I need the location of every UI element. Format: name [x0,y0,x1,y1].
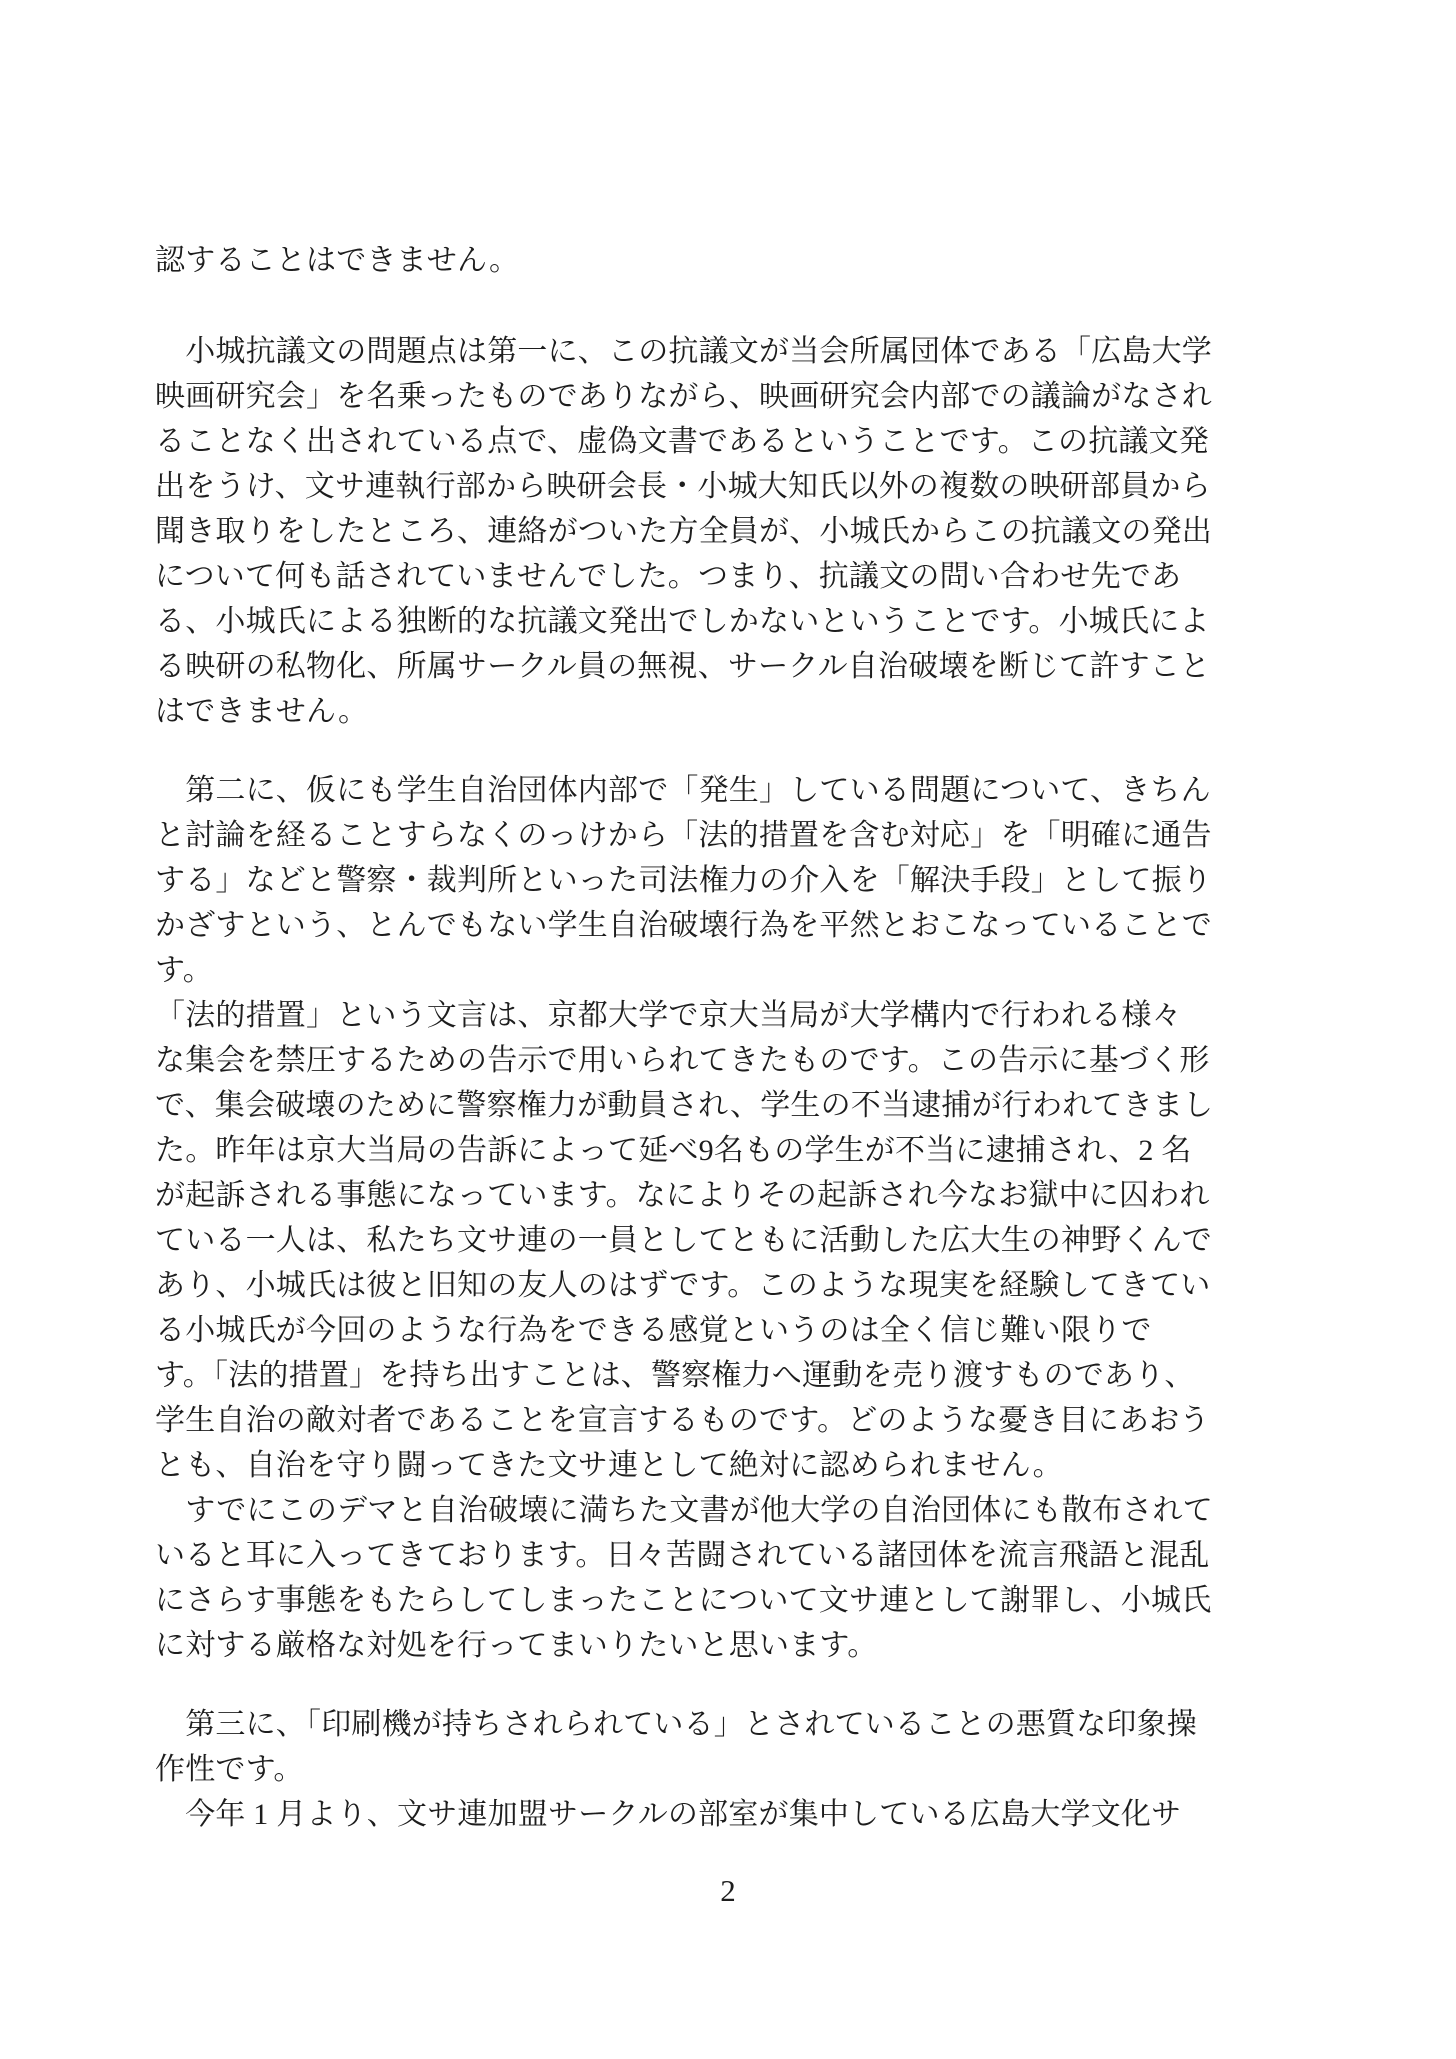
text-line: 映画研究会」を名乗ったものでありながら、映画研究会内部での議論がなされ [155,380,1212,413]
text-line: 今年 1 月より、文サ連加盟サークルの部室が集中している広島大学文化サ [155,1798,1182,1831]
text-line: あり、小城氏は彼と旧知の友人のはずです。このような現実を経験してきてい [155,1269,1211,1302]
text-line: 認することはできません。 [155,244,520,277]
text-line: で、集会破壊のために警察権力が動員され、学生の不当逮捕が行われてきまし [155,1089,1214,1122]
text-line: る小城氏が今回のような行為をできる感覚というのは全く信じ難い限りで [155,1314,1152,1347]
text-line: 「法的措置」という文言は、京都大学で京大当局が大学構内で行われる様々 [155,999,1182,1032]
text-line: 聞き取りをしたところ、連絡がついた方全員が、小城氏からこの抗議文の発出 [155,515,1212,548]
text-line: す。「法的措置」を持ち出すことは、警察権力へ運動を売り渡すものであり、 [155,1359,1195,1392]
text-line: にさらす事態をもたらしてしまったことについて文サ連として謝罪し、小城氏 [155,1584,1212,1617]
paragraph-printer [155,1792,1265,1837]
text-line: る映研の私物化、所属サークル員の無視、サークル自治破壊を断じて許すこと [155,650,1211,683]
text-line: に対する厳格な対処を行ってまいりたいと思います。 [155,1629,878,1662]
paragraph-apology [155,1488,1265,1668]
text-line: すでにこのデマと自治破壊に満ちた文書が他大学の自治団体にも散布されて [155,1494,1213,1527]
text-line: はできません。 [155,695,369,728]
page-number: 2 [720,1873,736,1908]
text-line: 作性です。 [155,1753,304,1786]
text-line: な集会を禁圧するための告示で用いられてきたものです。この告示に基づく形 [155,1044,1210,1077]
text-line: す。 [155,954,213,987]
document-body [155,238,1265,1837]
text-line: する」などと警察・裁判所といった司法権力の介入を「解決手段」として振り [155,864,1212,897]
text-line: ている一人は、私たち文サ連の一員としてともに活動した広大生の神野くんで [155,1224,1212,1257]
text-line: 第三に、「印刷機が持ちされられている」とされていることの悪質な印象操 [155,1708,1197,1741]
text-line: 第二に、仮にも学生自治団体内部で「発生」している問題について、きちん [155,774,1211,807]
paragraph-second-point [155,768,1265,993]
text-line: る、小城氏による独断的な抗議文発出でしかないということです。小城氏によ [155,605,1210,638]
text-line: た。昨年は京大当局の告訴によって延べ9名もの学生が不当に逮捕され、2 名 [155,1134,1192,1167]
text-line: 小城抗議文の問題点は第一に、この抗議文が当会所属団体である「広島大学 [155,335,1212,368]
paragraph-third-point [155,1702,1265,1792]
paragraph-first-point [155,329,1265,734]
text-line: が起訴される事態になっています。なによりその起訴され今なお獄中に囚われ [155,1179,1210,1212]
paragraph-continuation [155,238,1265,283]
text-line: 学生自治の敵対者であることを宣言するものです。どのような憂き目にあおう [155,1404,1210,1437]
text-line: とも、自治を守り闘ってきた文サ連として絶対に認められません。 [155,1449,1063,1482]
text-line: と討論を経ることすらなくのっけから「法的措置を含む対応」を「明確に通告 [155,819,1212,852]
text-line: 出をうけ、文サ連執行部から映研会長・小城大知氏以外の複数の映研部員から [155,470,1211,503]
text-line: いると耳に入ってきております。日々苦闘されている諸団体を流言飛語と混乱 [155,1539,1210,1572]
text-line: ることなく出されている点で、虚偽文書であるということです。この抗議文発 [155,425,1209,458]
text-line: かざすという、とんでもない学生自治破壊行為を平然とおこなっていることで [155,909,1212,942]
paragraph-legal-measures [155,993,1265,1488]
text-line: について何も話されていませんでした。つまり、抗議文の問い合わせ先であ [155,560,1182,593]
